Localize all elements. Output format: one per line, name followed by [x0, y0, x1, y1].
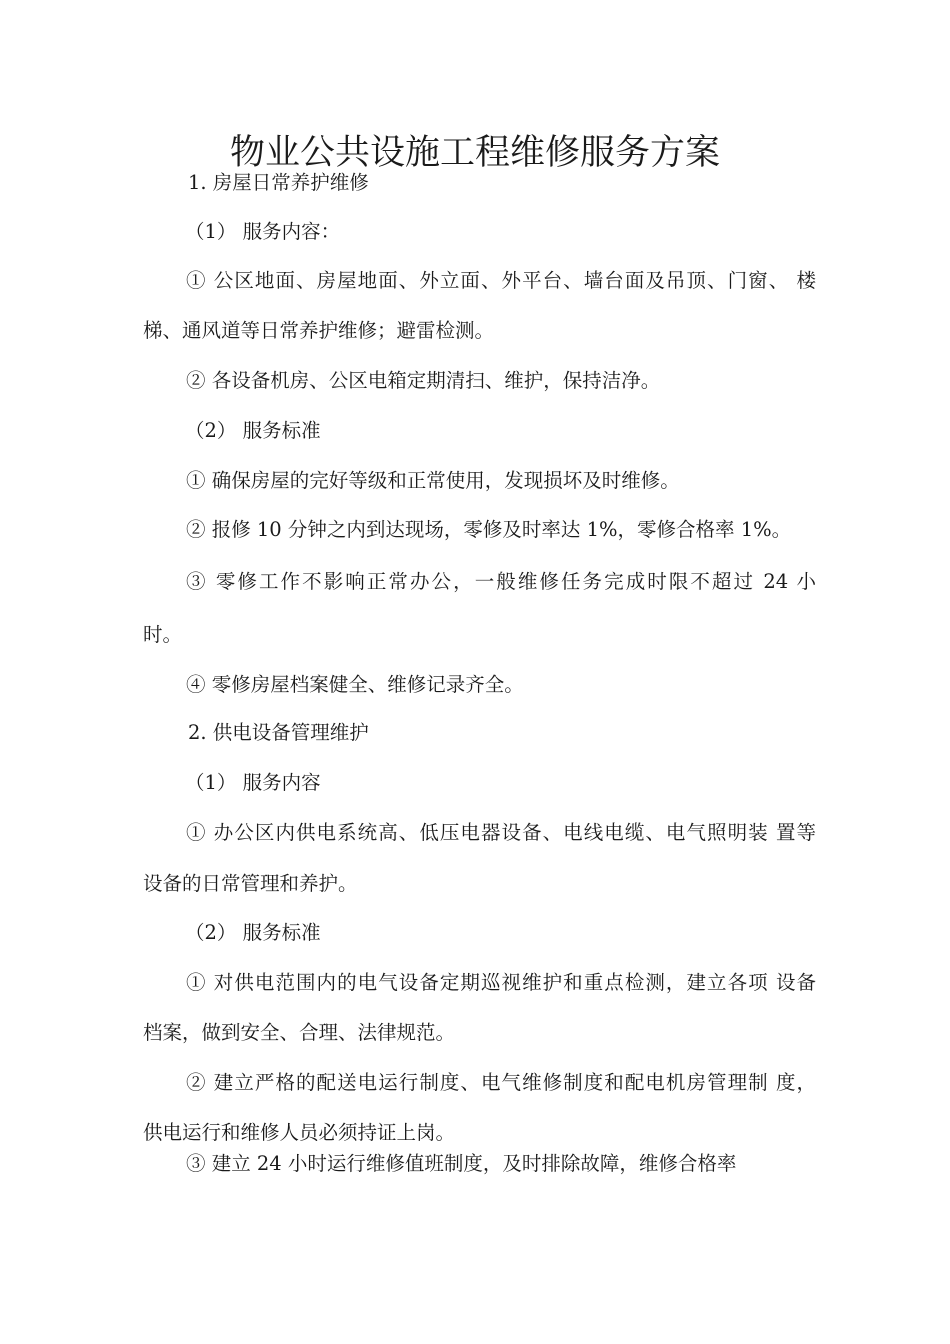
- section-heading: 2. 供电设备管理维护: [188, 721, 369, 744]
- paragraph-line: ① 对供电范围内的电气设备定期巡视维护和重点检测，建立各项 设备: [186, 971, 816, 994]
- paragraph-line: ② 建立严格的配送电运行制度、电气维修制度和配电机房管理制 度，: [186, 1071, 816, 1094]
- paragraph-line: ④ 零修房屋档案健全、维修记录齐全。: [186, 673, 524, 696]
- paragraph-line: 时。: [143, 623, 183, 646]
- paragraph-line: 设备的日常管理和养护。: [143, 872, 358, 895]
- subsection-heading: （2） 服务标准: [185, 921, 321, 944]
- paragraph-line: ③ 建立 24 小时运行维修值班制度，及时排除故障，维修合格率: [186, 1152, 737, 1175]
- document-title: 物业公共设施工程维修服务方案: [229, 133, 720, 174]
- paragraph-line: 梯、通风道等日常养护维修；避雷检测。: [143, 319, 495, 342]
- paragraph-line: 供电运行和维修人员必须持证上岗。: [143, 1121, 456, 1144]
- paragraph-line: ① 公区地面、房屋地面、外立面、外平台、墙台面及吊顶、门窗、 楼: [186, 269, 816, 292]
- paragraph-line: ① 确保房屋的完好等级和正常使用，发现损坏及时维修。: [186, 469, 680, 492]
- section-heading: 1. 房屋日常养护维修: [188, 171, 369, 194]
- paragraph-line: ① 办公区内供电系统高、低压电器设备、电线电缆、电气照明装 置等: [186, 821, 816, 844]
- paragraph-line: ③ 零修工作不影响正常办公，一般维修任务完成时限不超过 24 小: [186, 570, 816, 593]
- subsection-heading: （2） 服务标准: [185, 419, 321, 442]
- paragraph-line: 档案，做到安全、合理、法律规范。: [143, 1021, 456, 1044]
- paragraph-line: ② 报修 10 分钟之内到达现场，零修及时率达 1%，零修合格率 1%。: [186, 518, 792, 541]
- subsection-heading: （1） 服务内容: [185, 771, 321, 794]
- subsection-heading: （1） 服务内容：: [185, 220, 341, 243]
- paragraph-line: ② 各设备机房、公区电箱定期清扫、维护，保持洁净。: [186, 369, 661, 392]
